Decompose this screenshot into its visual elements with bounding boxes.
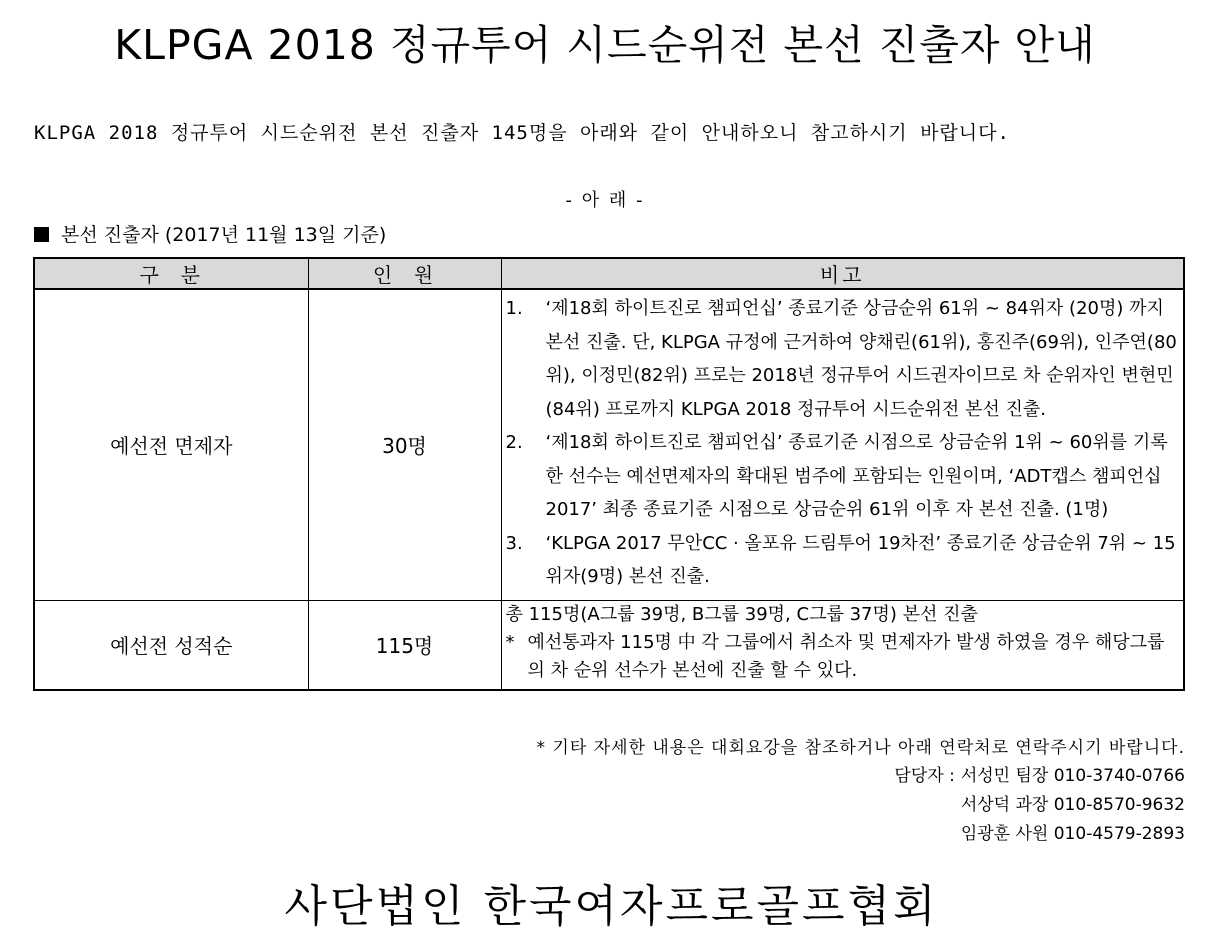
table-row	[34, 289, 1184, 600]
row-notes	[501, 600, 1184, 690]
square-bullet-icon	[34, 227, 49, 242]
section-title: 본선 진출자 (2017년 11월 13일 기준)	[61, 224, 387, 246]
contact-row	[894, 762, 1185, 791]
contact-row	[894, 791, 1185, 820]
note-text: ‘제18회 하이트진로 챔피언십’ 종료기준 시점으로 상금순위 1위 ~ 60위를 기록한 선수는 예선면제자의 확대된 범주에 포함되는 인원이며, ‘ADT캡스 챔피언십 2017’ 최종 종료기준 시점으로 상금순위 61위 이후 자 본선 진출. (1명)	[545, 432, 1168, 520]
table-row	[34, 600, 1184, 690]
note-item	[506, 292, 1180, 426]
row-category: 예선전 면제자	[34, 289, 308, 600]
below-label: - 아 래 -	[565, 190, 645, 211]
row-notes	[501, 289, 1184, 600]
contact-person: 서성민 팀장 010-3740-0766	[960, 766, 1185, 786]
document-title: KLPGA 2018 정규투어 시드순위전 본선 진출자 안내	[114, 21, 1096, 69]
qualifier-table	[33, 257, 1185, 691]
note-text: ‘KLPGA 2017 무안CC · 올포유 드림투어 19차전’ 종료기준 상금순위 7위 ~ 15위자(9명) 본선 진출.	[545, 532, 1176, 587]
note-number: 1.	[505, 298, 523, 319]
section-heading	[34, 220, 386, 247]
row-count: 115명	[308, 600, 501, 690]
contact-person: 서상덕 과장 010-8570-9632	[960, 795, 1185, 815]
header-category: 구 분	[34, 258, 308, 289]
intro-text: KLPGA 2018 정규투어 시드순위전 본선 진출자 145명을 아래와 같이 안내하오니 참고하시기 바랍니다.	[34, 122, 1010, 144]
note-text: ‘제18회 하이트진로 챔피언십’ 종료기준 상금순위 61위 ~ 84위자 (20명) 까지 본선 진출. 단, KLPGA 규정에 근거하여 양채린(61위), 홍진주(69위), 인주연(80위), 이정민(82위) 프로는 2018년 정규투어 시드권자이므로 차 순위자인 변현민(84위) 프로까지 KLPGA 2018 정규투어 시드순위전 본선 진출.	[545, 298, 1177, 420]
header-notes: 비고	[501, 258, 1184, 289]
footnote: * 기타 자세한 내용은 대회요강을 참조하거나 아래 연락처로 연락주시기 바랍니다.	[536, 738, 1185, 758]
header-count: 인 원	[308, 258, 501, 289]
note-item	[506, 426, 1180, 527]
row-count: 30명	[308, 289, 501, 600]
note-star-item	[506, 629, 1180, 685]
table-header-row	[34, 258, 1184, 289]
note-summary: 총 115명(A그룹 39명, B그룹 39명, C그룹 37명) 본선 진출	[505, 603, 978, 625]
contact-person: 임광훈 사원 010-4579-2893	[960, 824, 1185, 844]
note-number: 2.	[505, 432, 523, 453]
note-star-text: 예선통과자 115명 中 각 그룹에서 취소자 및 면제자가 발생 하였을 경우 해당그룹의 차 순위 선수가 본선에 진출 할 수 있다.	[527, 631, 1165, 681]
note-number: 3.	[505, 532, 523, 554]
contact-label: 담당자 :	[894, 766, 955, 786]
note-item	[506, 527, 1180, 594]
asterisk-mark: *	[505, 631, 515, 653]
row-category: 예선전 성적순	[34, 600, 308, 690]
contact-block	[894, 762, 1185, 849]
contact-row	[894, 820, 1185, 849]
organization-name: 사단법인 한국여자프로골프협회	[284, 881, 939, 932]
